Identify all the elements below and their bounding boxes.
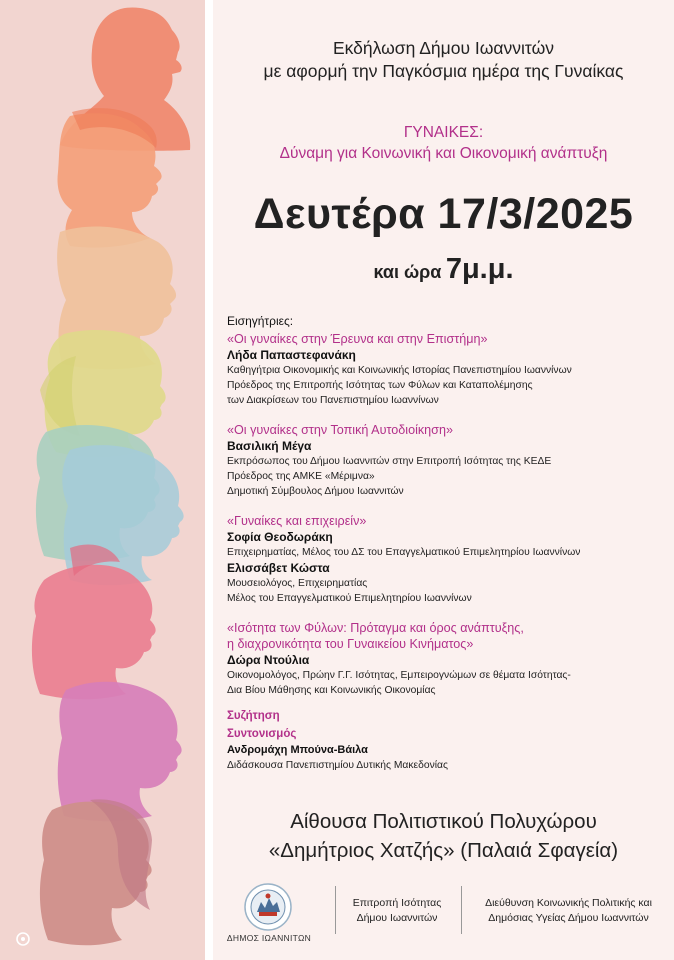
speaker-role: Πρόεδρος της Επιτροπής Ισότητας των Φύλων και Καταπολέμησης	[227, 380, 533, 391]
social-policy-directorate	[463, 896, 674, 926]
speaker-role: Επιχειρηματίας, Μέλος του ΔΣ του Επαγγελματικού Επιμελητηρίου Ιωαννίνων	[227, 547, 581, 558]
silhouette-7	[32, 565, 156, 700]
event-date: Δευτέρα 17/3/2025	[253, 190, 634, 238]
speaker-name: Δώρα Ντούλια	[227, 653, 310, 667]
event-title-line1: Εκδήλωση Δήμου Ιωαννιτών	[332, 38, 555, 58]
logo-caption: ΔΗΜΟΣ ΙΩΑΝΝΙΤΩΝ	[226, 933, 312, 943]
poster-content	[213, 0, 674, 960]
footer	[213, 878, 674, 948]
section-gender-equality	[227, 620, 667, 698]
section-business	[227, 513, 667, 606]
footer-divider	[461, 886, 462, 934]
speaker-role: Δημοτική Σύμβουλος Δήμου Ιωαννιτών	[227, 486, 404, 497]
section-title: «Ισότητα των Φύλων: Πρόταγμα και όρος ανάπτυξης,	[227, 621, 524, 635]
footer-divider	[335, 886, 336, 934]
coordination-label: Συντονισμός	[227, 728, 297, 740]
section-title-cont: η διαχρονικότητα του Γυναικείου Κινήματος»	[227, 637, 474, 651]
theme-line1: ΓΥΝΑΙΚΕΣ:	[403, 124, 484, 141]
speaker-role: Καθηγήτρια Οικονομικής και Κοινωνικής Ιστορίας Πανεπιστημίου Ιωαννίνων	[227, 365, 572, 376]
speaker-role: Δια Βίου Μάθησης και Κοινωνικής Οικονομίας	[227, 685, 436, 696]
discussion-block	[227, 708, 667, 773]
speaker-name: Ελισσάβετ Κώστα	[227, 561, 330, 575]
section-title: «Οι γυναίκες στην Έρευνα και στην Επιστήμη»	[227, 332, 488, 346]
theme-line2: Δύναμη για Κοινωνική και Οικονομική ανάπτυξη	[279, 145, 608, 162]
program	[227, 313, 667, 773]
footer-text: Δημόσιας Υγείας Δήμου Ιωαννιτών	[488, 912, 649, 924]
coordinator-role: Διδάσκουσα Πανεπιστημίου Δυτικής Μακεδονίας	[227, 760, 448, 771]
speaker-role: Οικονομολόγος, Πρώην Γ.Γ. Ισότητας, Εμπειρογνώμων σε θέματα Ισότητας-	[227, 670, 571, 681]
silhouettes-panel	[0, 0, 205, 960]
coordinator-name: Ανδρομάχη Μπούνα-Βάιλα	[227, 744, 368, 756]
speaker-name: Σοφία Θεοδωράκη	[227, 530, 333, 544]
section-title: «Οι γυναίκες στην Τοπική Αυτοδιοίκηση»	[227, 423, 453, 437]
speaker-role: των Διακρίσεων του Πανεπιστημίου Ιωαννίνων	[227, 395, 439, 406]
footer-text: Διεύθυνση Κοινωνικής Πολιτικής και	[485, 897, 652, 909]
footer-text: Δήμου Ιωαννιτών	[356, 912, 438, 924]
discussion-label: Συζήτηση	[227, 710, 280, 722]
section-title: «Γυναίκες και επιχειρείν»	[227, 514, 367, 528]
venue-line1: Αίθουσα Πολιτιστικού Πολυχώρου	[290, 810, 597, 833]
municipality-logo-icon	[243, 882, 293, 932]
event-time	[213, 253, 674, 286]
speakers-heading: Εισηγήτριες:	[227, 314, 294, 328]
speaker-role: Πρόεδρος της ΑΜΚΕ «Μέριμνα»	[227, 471, 375, 482]
corner-mark-icon	[16, 932, 30, 946]
equality-committee	[337, 896, 457, 926]
speaker-name: Βασιλική Μέγα	[227, 439, 312, 453]
speaker-role: Μέλος του Επαγγελματικού Επιμελητηρίου Ιωαννίνων	[227, 593, 472, 604]
section-research	[227, 331, 667, 408]
time-value: 7μ.μ.	[445, 253, 514, 285]
silhouette-8	[58, 682, 182, 822]
women-silhouettes-illustration	[0, 0, 205, 960]
time-prefix: και ώρα	[373, 262, 442, 282]
speaker-role: Εκπρόσωπος του Δήμου Ιωαννιτών στην Επιτροπή Ισότητας της ΚΕΔΕ	[227, 456, 552, 467]
section-local-government	[227, 422, 667, 499]
footer-text: Επιτροπή Ισότητας	[352, 897, 442, 909]
speaker-name: Λήδα Παπαστεφανάκη	[227, 348, 356, 362]
speaker-role: Μουσειολόγος, Επιχειρηματίας	[227, 578, 368, 589]
event-title-line2: με αφορμή την Παγκόσμια ημέρα της Γυναίκας	[263, 61, 624, 81]
panel-divider	[205, 0, 213, 960]
venue-line2: «Δημήτριος Χατζής» (Παλαιά Σφαγεία)	[268, 839, 619, 862]
